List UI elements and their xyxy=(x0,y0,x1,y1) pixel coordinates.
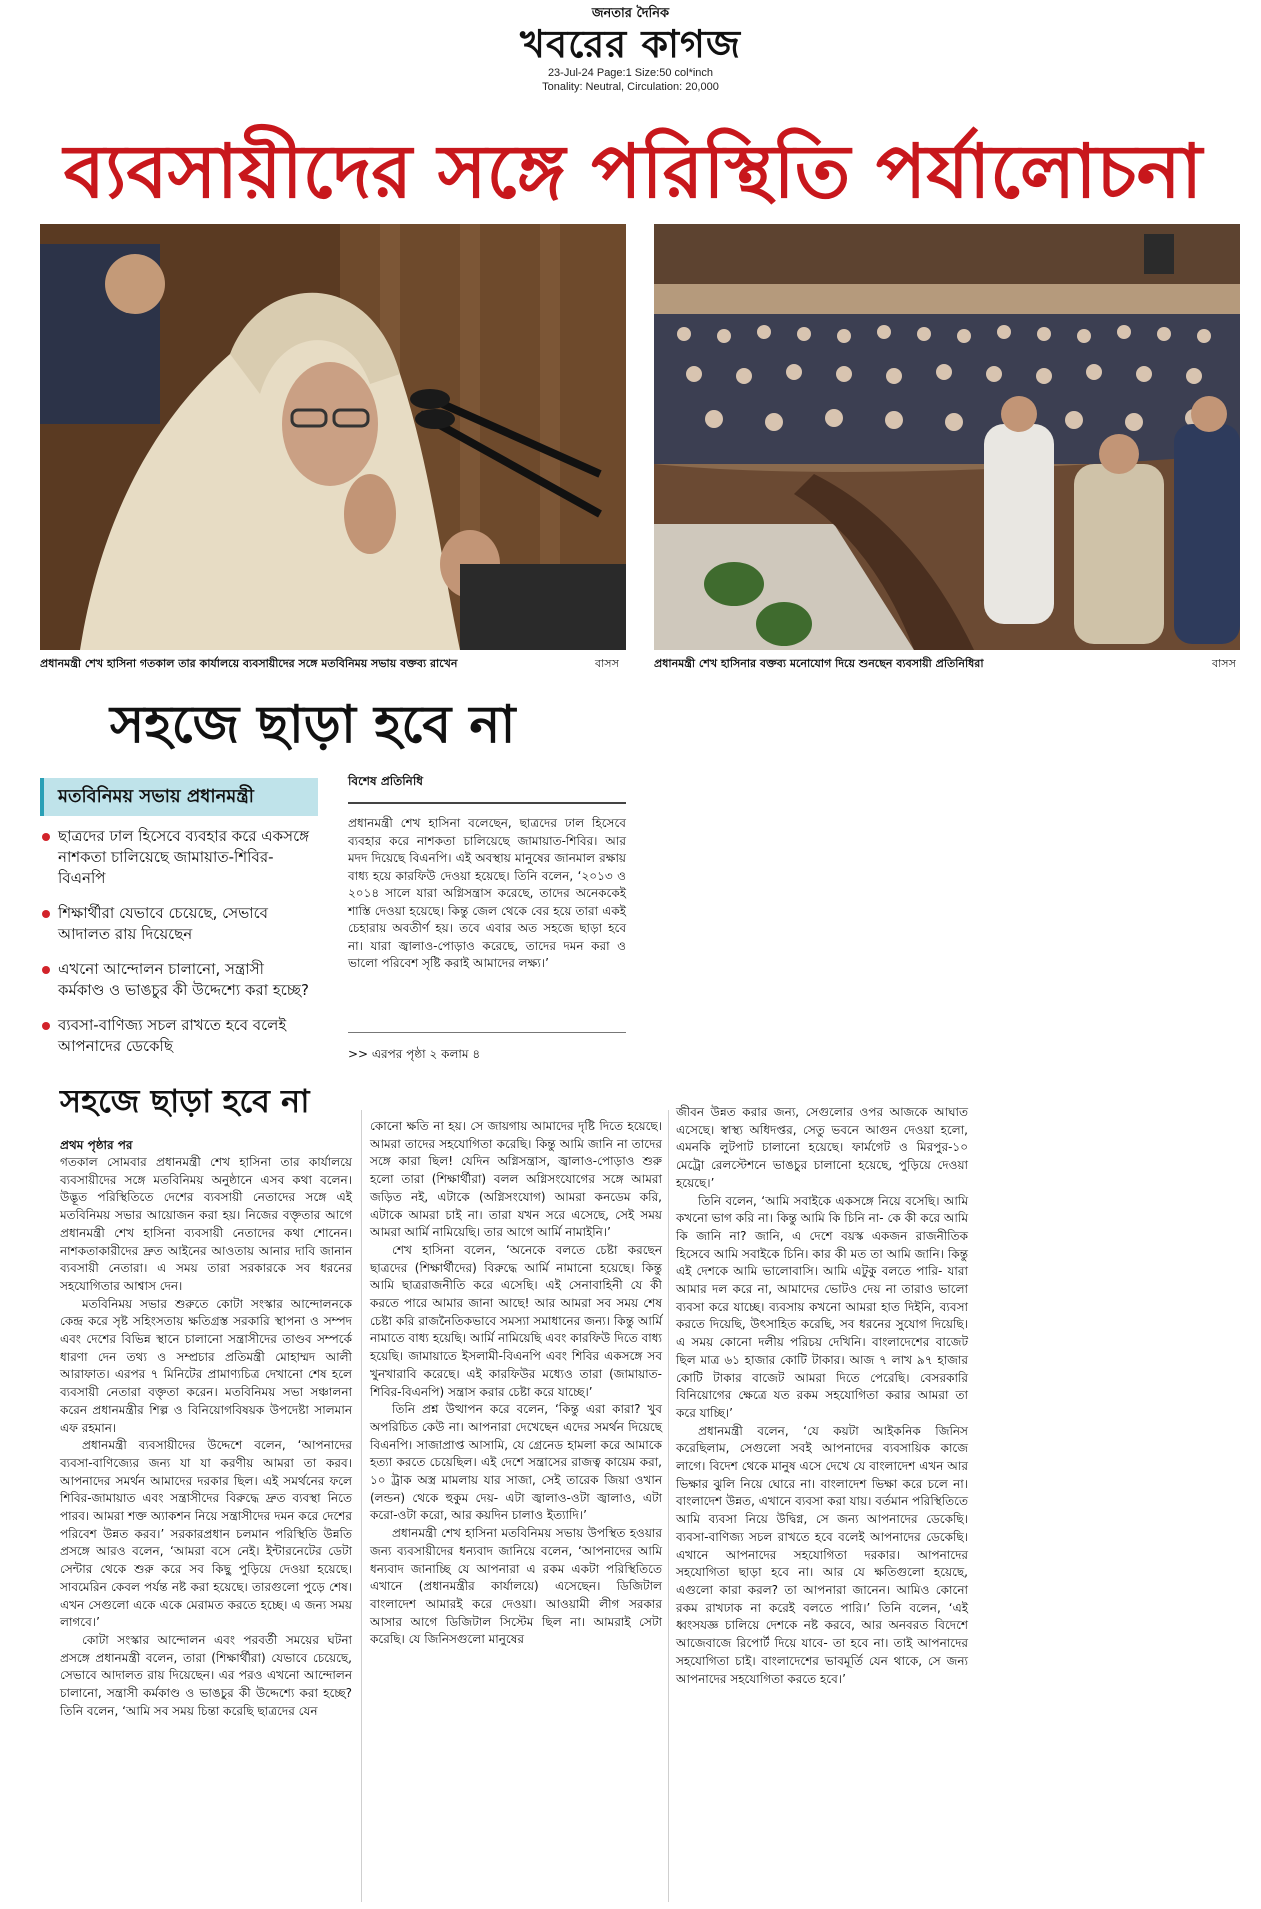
story-subheadline: সহজে ছাড়া হবে না xyxy=(110,695,516,755)
paragraph: গতকাল সোমবার প্রধানমন্ত্রী শেখ হাসিনা তার কার্যালয়ে ব্যবসায়ীদের সঙ্গে মতবিনিময় অনুষ্ঠানে এসব কথা বলেন। উদ্ভূত পরিস্থিতিতে দেশের ব্যবসায়ী নেতাদের সঙ্গে এই মতবিনিময় সভার আয়োজন করা হয়। নিজের বক্তৃতার আগে প্রধানমন্ত্রী শেখ হাসিনা ব্যবসায়ী নেতাদের কথা শোনেন। নাশকতাকারীদের দ্রুত আইনের আওতায় আনার দাবি জানান ব্যবসায়ী নেতারা। এ সময় তারা সরকারকে সব ধরনের সহযোগিতার আশ্বাস দেন। xyxy=(60,1155,352,1293)
right-photo-credit: বাসস xyxy=(1212,657,1236,670)
right-photo-caption: প্রধানমন্ত্রী শেখ হাসিনার বক্তব্য মনোযোগ দিয়ে শুনছেন ব্যবসায়ী প্রতিনিধিরা xyxy=(654,657,984,670)
clipping-meta-line1: 23-Jul-24 Page:1 Size:50 col*inch xyxy=(547,67,714,79)
paragraph: প্রধানমন্ত্রী বলেন, ‘যে কয়টা আইকনিক জিনিস করেছিলাম, সেগুলো সবই আপনাদের ব্যবসায়িক কাজে লাগে। বিদেশ থেকে মানুষ এসে দেখে যে বাংলাদেশ এখন আর ভিক্ষার ঝুলি নিয়ে ঘোরে না। বাংলাদেশ ভিক্ষা করে চলে না। বাংলাদেশ উন্নত, এখানে ব্যবসা করা যায়। বর্তমান পরিস্থিতিতে আমি ব্যবসা নিয়ে উদ্বিগ্ন, সে জন্য আপনাদের ডেকেছি। ব্যবসা-বাণিজ্য সচল রাখতে হবে বলেই আপনাদের ডেকেছি। এখানে আপনাদের সহযোগিতা দরকার। আপনাদের সহযোগিতা ছাড়া হবে না। আর যে ক্ষতিগুলো হয়েছে, এগুলো কারা করল? তা আপনারা জানেন। আমিও কোনো রকম রাখঢাক না করেই বলতে পারি।’ তিনি বলেন, ‘এই ধ্বংসযজ্ঞ চালিয়ে দেশকে নষ্ট করবে, আর অনবরত বিদেশে আজেবাজে রিপোর্ট দিয়ে যাবে- তা হবে না। তাই আপনাদের সহযোগিতা চাই। বাংলাদেশের ভাবমূর্তি যেন থাকে, সে জন্য আপনাদের সহযোগিতা করতে হবে।’ xyxy=(676,1423,968,1686)
paragraph: তিনি প্রশ্ন উত্থাপন করে বলেন, ‘কিন্তু এরা কারা? খুব অপরিচিত কেউ না। আপনারা দেখেছেন এদের সমর্থন দিয়েছে বিএনপি। সাজাপ্রাপ্ত আসামি, যে গ্রেনেড হামলা করে আমাকে হত্যা করতে চেয়েছিল। এই দেশে সন্ত্রাসের রাজত্ব কায়েম করা, ১০ ট্রাক অস্ত্র মামলায় যার সাজা, সেই তারেক জিয়া ওখান (লন্ডন) থেকে হুকুম দেয়- এটা জ্বালাও-ওটা জ্বালাও, এটা করো-ওটা করো, আর কয়দিন চালাও ইত্যাদি।’ xyxy=(370,1402,662,1523)
article-column-3 xyxy=(676,1104,968,1688)
paragraph: জীবন উন্নত করার জন্য, সেগুলোর ওপর আজকে আঘাত এসেছে। স্বাস্থ্য অধিদপ্তর, সেতু ভবনে আগুন দেওয়া হলো, এমনকি লুটপাট চালানো হয়েছে। ফার্মগেট ও মিরপুর-১০ মেট্রো রেলস্টেশনে ভাঙচুর চালানো হয়েছে, পুড়িয়ে দেওয়া হয়েছে।’ xyxy=(676,1105,968,1190)
paragraph: প্রধানমন্ত্রী শেখ হাসিনা মতবিনিময় সভায় উপস্থিত হওয়ার জন্য ব্যবসায়ীদের ধন্যবাদ জানিয়ে বলেন, ‘আপনাদের আমি ধন্যবাদ জানাচ্ছি যে আপনারা এ রকম একটা পরিস্থিতিতে এখানে (প্রধানমন্ত্রীর কার্যালয়ে) এসেছেন। ডিজিটাল বাংলাদেশ আমারই করে দেওয়া। আওয়ামী লীগ সরকার আসার আগে ডিজিটাল সিস্টেম ছিল না। আমরাই সেটা করেছি। যে জিনিসগুলো মানুষের xyxy=(370,1526,662,1647)
masthead-tagline: জনতার দৈনিক xyxy=(591,6,670,21)
article-column-1 xyxy=(60,1136,352,1721)
byline: বিশেষ প্রতিনিধি xyxy=(348,770,626,804)
divider xyxy=(348,1032,626,1033)
continuation-subheadline: সহজে ছাড়া হবে না xyxy=(60,1082,310,1120)
key-point: এখনো আন্দোলন চালানো, সন্ত্রাসী কর্মকাণ্ড ও ভাঙচুর কী উদ্দেশ্যে করা হচ্ছে? xyxy=(40,959,315,1001)
paragraph: কোনো ক্ষতি না হয়। সে জায়গায় আমাদের দৃষ্টি দিতে হয়েছে। আমরা তাদের সহযোগিতা করেছি। কিন্তু আমি জানি না তাদের সঙ্গে কারা ছিল! যেদিন অগ্নিসন্ত্রাস, জ্বালাও-পোড়াও শুরু হলো তারা (শিক্ষার্থীরা) বলল অগ্নিসংযোগের সঙ্গে আমরা জড়িত নই, এটাকে (অগ্নিসংযোগ) আমরা কনডেম করি, এটাকে আমরা চাই না। তারা যখন সরে এসেছে, সেই সময় আমরা আর্মি নামিয়েছি। তার আগে আর্মি নামাইনি।’ xyxy=(370,1119,662,1240)
sidebar-title: মতবিনিময় সভায় প্রধানমন্ত্রী xyxy=(40,778,318,816)
paragraph: প্রধানমন্ত্রী ব্যবসায়ীদের উদ্দেশে বলেন, ‘আপনাদের ব্যবসা-বাণিজ্যের জন্য যা যা করণীয় আমরা তা করব। আপনাদের সমর্থন আমাদের দরকার ছিল। এই সমর্থনের ফলে শিবির-জামায়াত এবং সন্ত্রাসীদের বিরুদ্ধে দ্রুত ব্যবস্থা নিতে পারব। আমরা শক্ত অ্যাকশন নিয়ে সন্ত্রাসীদের দমন করে দেশের পরিবেশ উন্নত করব।’ সরকারপ্রধান চলমান পরিস্থিতি উন্নতি প্রসঙ্গে আরও বলেন, ‘আমরা বসে নেই। ইন্টারনেটের ডেটা সেন্টার থেকে শুরু করে সব কিছু পুড়িয়ে দেওয়া হয়েছে। সাবমেরিন কেবল পর্যন্ত নষ্ট করা হয়েছে। তারগুলো পুড়ে শেষ। এখন সেগুলো একে একে মেরামত করতে হচ্ছে। এ জন্য সময় লাগবে।’ xyxy=(60,1438,352,1630)
left-photo-caption: প্রধানমন্ত্রী শেখ হাসিনা গতকাল তার কার্যালয়ে ব্যবসায়ীদের সঙ্গে মতবিনিময় সভায় বক্তব্য রাখেন xyxy=(40,657,458,670)
main-headline: ব্যবসায়ীদের সঙ্গে পরিস্থিতি পর্যালোচনা xyxy=(63,129,1203,215)
key-point: ছাত্রদের ঢাল হিসেবে ব্যবহার করে একসঙ্গে নাশকতা চালিয়েছে জামায়াত-শিবির-বিএনপি xyxy=(40,826,315,889)
photo-audience xyxy=(654,224,1240,650)
paragraph: কোটা সংস্কার আন্দোলন এবং পরবর্তী সময়ের ঘটনা প্রসঙ্গে প্রধানমন্ত্রী বলেন, তারা (শিক্ষার্থীরা) যেভাবে চেয়েছে, সেভাবে আদালত রায় দিয়েছেন। এর পরও এখনো আন্দোলন চালানো, সন্ত্রাসী কর্মকাণ্ড ও ভাঙচুর কী উদ্দেশ্যে করা হচ্ছে? তিনি বলেন, ‘আমি সব সময় চিন্তা করেছি ছাত্রদের যেন xyxy=(60,1632,352,1718)
lead-paragraph: প্রধানমন্ত্রী শেখ হাসিনা বলেছেন, ছাত্রদের ঢাল হিসেবে ব্যবহার করে নাশকতা চালিয়েছে জামায়াত-শিবির। আর মদদ দিয়েছে বিএনপি। এই অবস্থায় মানুষের জানমাল রক্ষায় বাধ্য হয়ে কারফিউ দেওয়া হয়েছে। তিনি বলেন, ‘২০১৩ ও ২০১৪ সালে যারা অগ্নিসন্ত্রাস করেছে, তাদের অনেককেই শাস্তি দেওয়া হয়েছে। কিন্তু জেল থেকে বের হয়ে তারা একই চেহারায় অবতীর্ণ হয়। তবে এবার অত সহজে ছাড়া হবে না। যারা জ্বালাও-পোড়াও করেছে, তাদের দমন করা ও ভালো পরিবেশ সৃষ্টি করাই আমাদের লক্ষ্য।’ xyxy=(348,816,626,970)
paragraph: তিনি বলেন, ‘আমি সবাইকে একসঙ্গে নিয়ে বসেছি। আমি কখনো ভাগ করি না। কিন্তু আমি কি চিনি না- কে কী করে আমি কি জানি না? জানি, এ দেশে বয়স্ক একজন রাজনীতিক হিসেবে আমি সবাইকে চিনি। কার কী মত তা আমি জানি। কিন্তু এই দেশকে আমি ভালোবাসি। আমি এটুকু বলতে পারি- যারা আমার দল করে না, আমাদের ভোটও দেয় না তারাও ভালো ব্যবসা করে যাচ্ছে। ব্যবসায় কখনো আমরা হাত দিইনি, ব্যবসা করতে দিয়েছি, উৎসাহিত করেছি, সব ধরনের সুযোগ দিয়েছি। এ সময় কোনো দলীয় পরিচয় দেখিনি। বাংলাদেশের বাজেট ছিল মাত্র ৬১ হাজার কোটি টাকার। আজ ৭ লাখ ৯৭ হাজার কোটি টাকার বাজেট আমরা দিতে পেরেছি। বেসরকারি বিনিয়োগের ক্ষেত্রে যত রকম সহযোগিতা করার আমরা তা করে যাচ্ছি।’ xyxy=(676,1193,968,1420)
photo-speaker xyxy=(40,224,626,650)
key-point: শিক্ষার্থীরা যেভাবে চেয়েছে, সেভাবে আদালত রায় দিয়েছেন xyxy=(40,903,315,945)
paper-name: খবরের কাগজ xyxy=(520,22,741,66)
column-divider xyxy=(361,1110,362,1902)
clipping-meta-line2: Tonality: Neutral, Circulation: 20,000 xyxy=(542,81,719,93)
paragraph: মতবিনিময় সভার শুরুতে কোটা সংস্কার আন্দোলনকে কেন্দ্র করে সৃষ্ট সহিংসতায় ক্ষতিগ্রস্ত সরকারি স্থাপনা ও সম্পদ এবং দেশের বিভিন্ন স্থানে চালানো সন্ত্রাসীদের তাণ্ডব সম্পর্কে ধারণা দেন তথ্য ও সম্প্রচার প্রতিমন্ত্রী মোহাম্মদ আলী আরাফাত। এরপর ৭ মিনিটের প্রামাণ্যচিত্র দেখানো শেষ হলে ব্যবসায়ী নেতারা বক্তৃতা করেন। মতবিনিময় সভা সঞ্চালনা করেন প্রধানমন্ত্রীর শিল্প ও বিনিয়োগবিষয়ক উপদেষ্টা সালমান এফ রহমান। xyxy=(60,1296,352,1435)
from-page-label: প্রথম পৃষ্ঠার পর xyxy=(60,1138,133,1152)
key-point: ব্যবসা-বাণিজ্য সচল রাখতে হবে বলেই আপনাদের ডেকেছি xyxy=(40,1015,315,1057)
continued-reference: >> এরপর পৃষ্ঠা ২ কলাম ৪ xyxy=(348,1047,481,1061)
left-photo-credit: বাসস xyxy=(595,657,619,670)
article-column-2 xyxy=(370,1118,662,1649)
key-points-list xyxy=(40,826,315,1071)
masthead xyxy=(0,6,1261,94)
paragraph: শেখ হাসিনা বলেন, ‘অনেকে বলতে চেষ্টা করছেন ছাত্রদের (শিক্ষার্থীদের) বিরুদ্ধে আর্মি নামানো হয়েছে। কিন্তু আমি ছাত্ররাজনীতি করে এসেছি। এই সেনাবাহিনী যে কী করতে পারে আমার জানা আছে! আর আমরা সব সময় শেষ চেষ্টা করি রাজনৈতিকভাবে সমস্যা সমাধানের জন্য। কিন্তু আর্মি নামাতে বাধ্য হয়েছি। আর্মি নামিয়েছি এবং কারফিউ দিতে বাধ্য হয়েছি। জামায়াতে ইসলামী-বিএনপি এবং শিবির একসঙ্গে সব খুনখারাবি করেছে। এই কারফিউর মধ্যেও তারা (জামায়াত-শিবির-বিএনপি) সন্ত্রাস করার চেষ্টা করে যাচ্ছে।’ xyxy=(370,1242,662,1399)
column-divider xyxy=(668,1110,669,1902)
